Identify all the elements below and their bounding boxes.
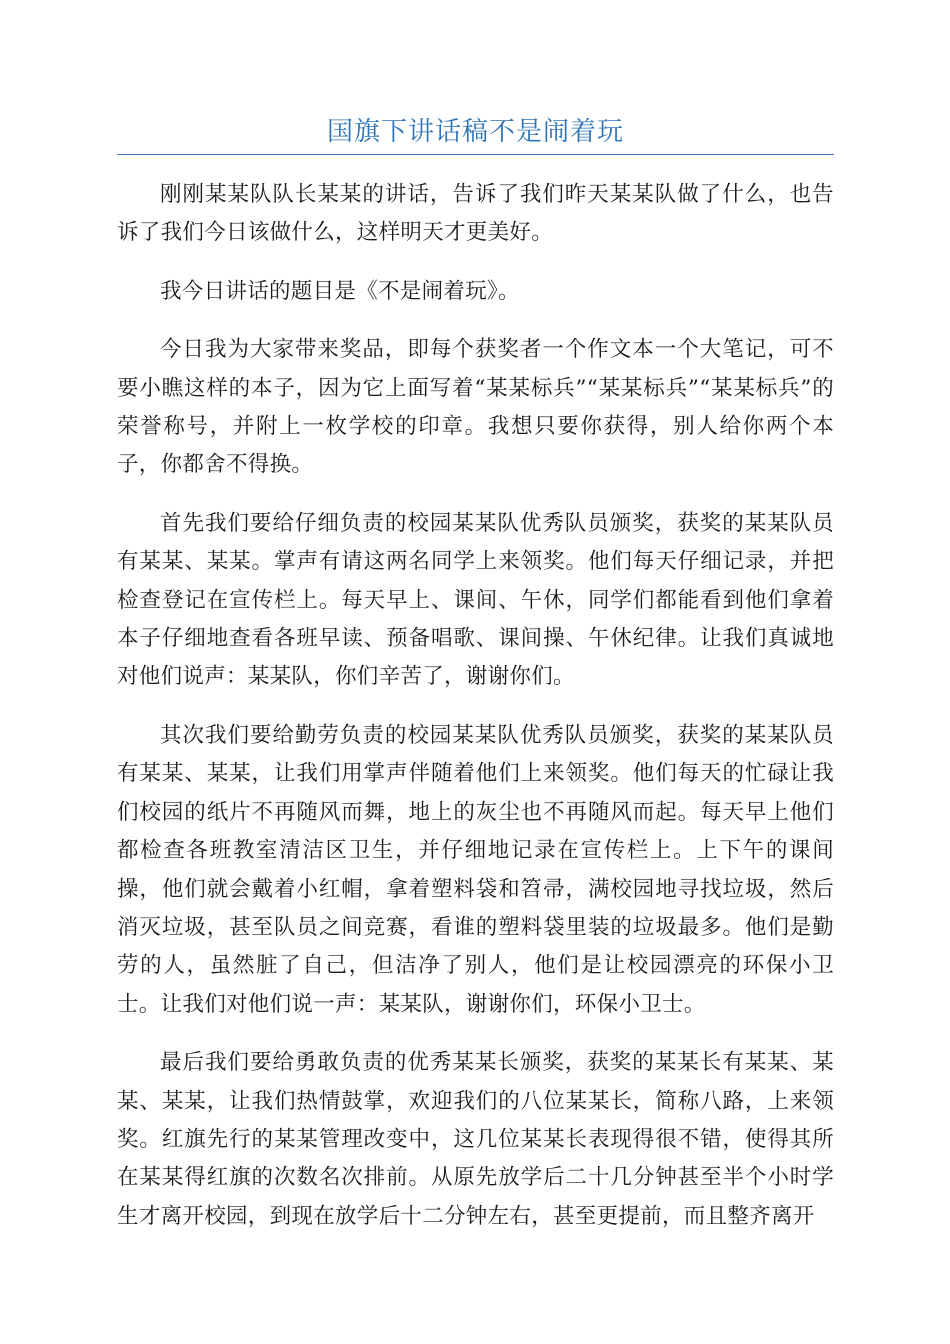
document-title: 国旗下讲话稿不是闹着玩 (326, 117, 624, 147)
paragraph: 我今日讲话的题目是《不是闹着玩》。 (160, 278, 520, 304)
paragraph: 首先我们要给仔细负责的校园某某队优秀队员颁奖，获奖的某某队员有某某、某某。掌声有请这两名同学上来领奖。他们每天仔细记录，并把检查登记在宣传栏上。每天早上、课间、午休，同学们都能看到他们拿着本子仔细地查看各班早读、预备唱歌、课间操、午休纪律。让我们真诚地对他们说声：某某队，你们辛苦了，谢谢你们。 (117, 510, 834, 690)
document-body (117, 176, 834, 1256)
paragraph: 最后我们要给勇敢负责的优秀某某长颁奖，获奖的某某长有某某、某某、某某，让我们热情鼓掌，欢迎我们的八位某某长，简称八路，上来领奖。红旗先行的某某管理改变中，这几位某某长表现得很不错，使得其所在某某得红旗的次数名次排前。从原先放学后二十几分钟甚至半个小时学生才离开校园，到现在放学后十二分钟左右，甚至更提前，而且整齐离开 (117, 1050, 834, 1229)
paragraph: 刚刚某某队队长某某的讲话，告诉了我们昨天某某队做了什么，也告诉了我们今日该做什么，这样明天才更美好。 (117, 182, 834, 246)
paragraph: 其次我们要给勤劳负责的校园某某队优秀队员颁奖，获奖的某某队员有某某、某某，让我们用掌声伴随着他们上来领奖。他们每天的忙碌让我们校园的纸片不再随风而舞，地上的灰尘也不再随风而起。每天早上他们都检查各班教室清洁区卫生，并仔细地记录在宣传栏上。上下午的课间操，他们就会戴着小红帽，拿着塑料袋和笤帚，满校园地寻找垃圾，然后消灭垃圾，甚至队员之间竞赛，看谁的塑料袋里装的垃圾最多。他们是勤劳的人，虽然脏了自己，但洁净了别人，他们是让校园漂亮的环保小卫士。让我们对他们说一声：某某队，谢谢你们，环保小卫士。 (117, 722, 834, 1017)
title-underline (117, 154, 834, 155)
paragraph: 今日我为大家带来奖品，即每个获奖者一个作文本一个大笔记，可不要小瞧这样的本子，因为它上面写着“某某标兵”“某某标兵”“某某标兵”的荣誉称号，并附上一枚学校的印章。我想只要你获得，别人给你两个本子，你都舍不得换。 (117, 337, 834, 478)
